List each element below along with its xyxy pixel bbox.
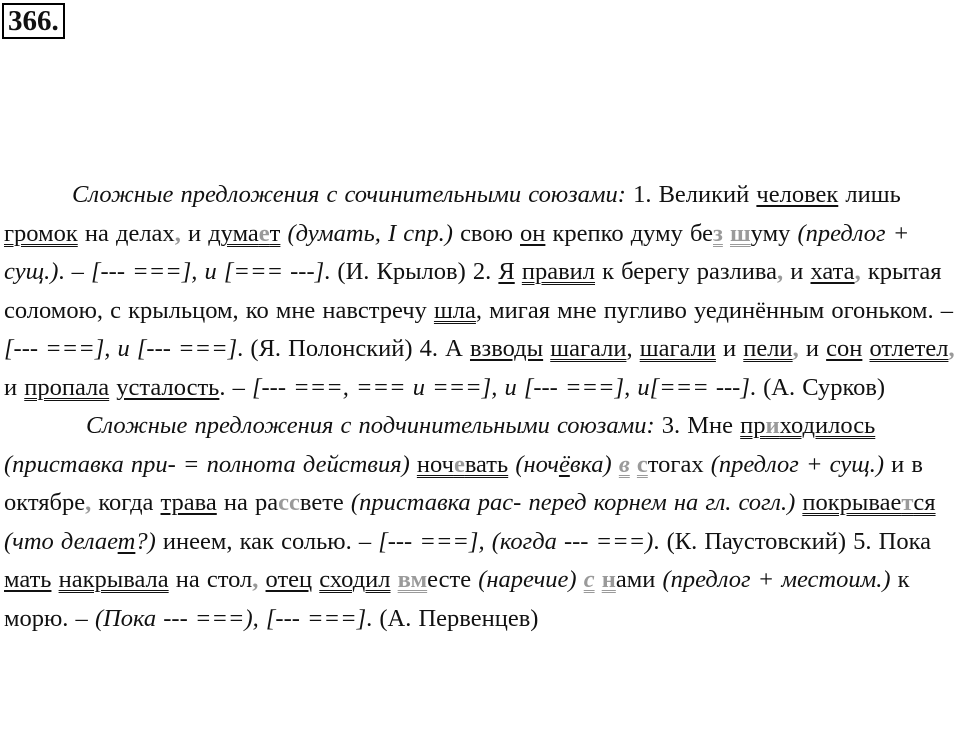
predicate: приходилось — [740, 412, 876, 439]
predicate: сходил — [319, 566, 391, 593]
paragraph-subordinating — [4, 407, 958, 638]
text-run: , мигая мне пугливо уединённым огоньком. — [475, 296, 941, 324]
text-run: крепко думу — [545, 219, 690, 247]
clause-comma: , — [174, 219, 181, 247]
sentence-scheme: – [--- ===], и [--- ===] — [4, 296, 954, 362]
subject: усталость — [116, 373, 220, 401]
predicate: отлетел — [869, 335, 949, 362]
subject: хата — [810, 258, 855, 285]
highlighted-letter: е — [258, 219, 270, 247]
clause-comma: , — [948, 335, 955, 362]
text-run: и в октябре — [4, 450, 923, 516]
predicate: пели — [743, 335, 793, 362]
predicate: думает — [208, 219, 281, 247]
text-run: ами — [615, 566, 663, 593]
predicate: покрывается — [802, 489, 936, 516]
annotation: (приставка рас- перед корнем на гл. согл.) — [350, 489, 803, 516]
sentence-scheme: [--- ===], (когда --- ===) — [378, 527, 654, 555]
text-run: когда — [91, 489, 161, 516]
clause-comma: , — [85, 489, 92, 516]
highlighted-letter: и — [765, 412, 780, 439]
predicate: шла — [433, 296, 476, 324]
clause-comma: , — [777, 258, 784, 285]
highlighted-letter: с — [583, 566, 595, 593]
clause-comma: , — [792, 335, 799, 362]
text-run: к берегу разлива — [595, 258, 777, 285]
predicate: шагали — [639, 335, 716, 362]
predicate: громок — [4, 219, 78, 247]
text-run: на делах — [77, 219, 175, 247]
highlighted-letter: н — [601, 566, 616, 593]
text-run: инеем, как солью. – — [155, 527, 379, 555]
highlighted-letter: е — [453, 450, 465, 478]
text-run: бе — [689, 219, 713, 247]
predicate: ночевать — [416, 450, 509, 478]
annotation: (приставка при- = полнота действия) — [4, 450, 417, 478]
sentence-scheme: [--- ===], и [=== ---] — [90, 258, 325, 285]
text-run: на стол — [168, 566, 253, 593]
text-run: 1. Великий — [625, 181, 757, 208]
highlighted-letter: т — [901, 489, 914, 516]
text-run: уму — [750, 219, 798, 247]
annotation: (что делает?) — [4, 527, 156, 555]
sentence-scheme: (Пока --- ===), [--- ===] — [94, 604, 367, 632]
highlighted-letter: вм — [397, 566, 428, 593]
highlighted-letter: з — [713, 219, 723, 247]
highlighted-letter: сс — [278, 489, 300, 516]
predicate: накрывала — [58, 566, 169, 593]
text-run: . (А. Первенцев) — [366, 604, 539, 632]
subject: трава — [160, 489, 217, 516]
clause-comma: , — [854, 258, 861, 285]
text-run: . (Я. Полонский) 4. А — [237, 335, 470, 362]
sentence-scheme: [--- ===, === и ===], и [--- ===], и[=== ---] — [251, 373, 750, 401]
text-run: . (К. Паустовский) 5. Пока — [653, 527, 931, 555]
predicate: правил — [521, 258, 596, 285]
subject: он — [520, 219, 546, 247]
annotation: (предлог + сущ.) — [710, 450, 884, 478]
exercise-number: 366. — [2, 3, 65, 39]
subject: мать — [4, 566, 52, 593]
subject: отец — [265, 566, 313, 593]
subject: взводы — [469, 335, 544, 362]
annotation: (думать, I спр.) — [280, 219, 461, 247]
text-run: свою — [460, 219, 521, 247]
subject: человек — [756, 181, 839, 208]
subject: Я — [498, 258, 515, 285]
paragraph-coordinating: Сложные предложения с сочинительными союзами: 1. Великий человек лишь громок на делах, и думает (думать, I спр.) свою он крепко думу без шуму (предлог + сущ.). – [--- ===], и [=== ---]. (И. Крылов) 2. Я правил к берегу разлива, и хата, крытая соломою, с крыльцом, ко мне навстречу шла, мигая мне пугливо уединённым огоньком. – [--- ===], и [--- ===]. (Я. Полонский) 4. А взводы шагали, шагали и пели, и сон отлетел, и пропала усталость. – [--- ===, === и ===], и [--- ===], и[=== ---]. (А. Сурков) — [4, 181, 955, 401]
exercise-text — [4, 176, 958, 638]
text-run: 3. Мне — [654, 412, 741, 439]
text-run: . (И. Крылов) 2. — [324, 258, 499, 285]
annotation: (ночёвка) — [508, 450, 619, 478]
subject: сон — [826, 335, 863, 362]
section-heading-subordinating: Сложные предложения с подчинительными союзами: — [86, 412, 655, 439]
text-run: . – — [58, 258, 91, 285]
text-run: вете — [299, 489, 351, 516]
annotation: (предлог + сущ.) — [4, 219, 910, 285]
text-run: к морю. – — [4, 566, 910, 632]
text-run: . (А. Сурков) — [749, 373, 886, 401]
text-run: и — [783, 258, 811, 285]
predicate: пропала — [24, 373, 110, 401]
text-run: есте — [427, 566, 479, 593]
text-run: тогах — [647, 450, 711, 478]
text-run: крытая соломою, с крыльцом, ко мне навстречу — [4, 258, 942, 324]
predicate: шагали — [550, 335, 627, 362]
text-run: и — [180, 219, 209, 247]
annotation: (предлог + местоим.) — [662, 566, 891, 593]
annotation: (наречие) — [478, 566, 584, 593]
text-run: на ра — [216, 489, 279, 516]
highlighted-letter: ш — [729, 219, 751, 247]
clause-comma: , — [252, 566, 259, 593]
highlighted-letter: с — [636, 450, 648, 478]
section-heading-coordinating: Сложные предложения с сочинительными союзами: — [72, 181, 626, 208]
highlighted-letter: в — [618, 450, 630, 478]
text-run: лишь — [838, 181, 901, 208]
